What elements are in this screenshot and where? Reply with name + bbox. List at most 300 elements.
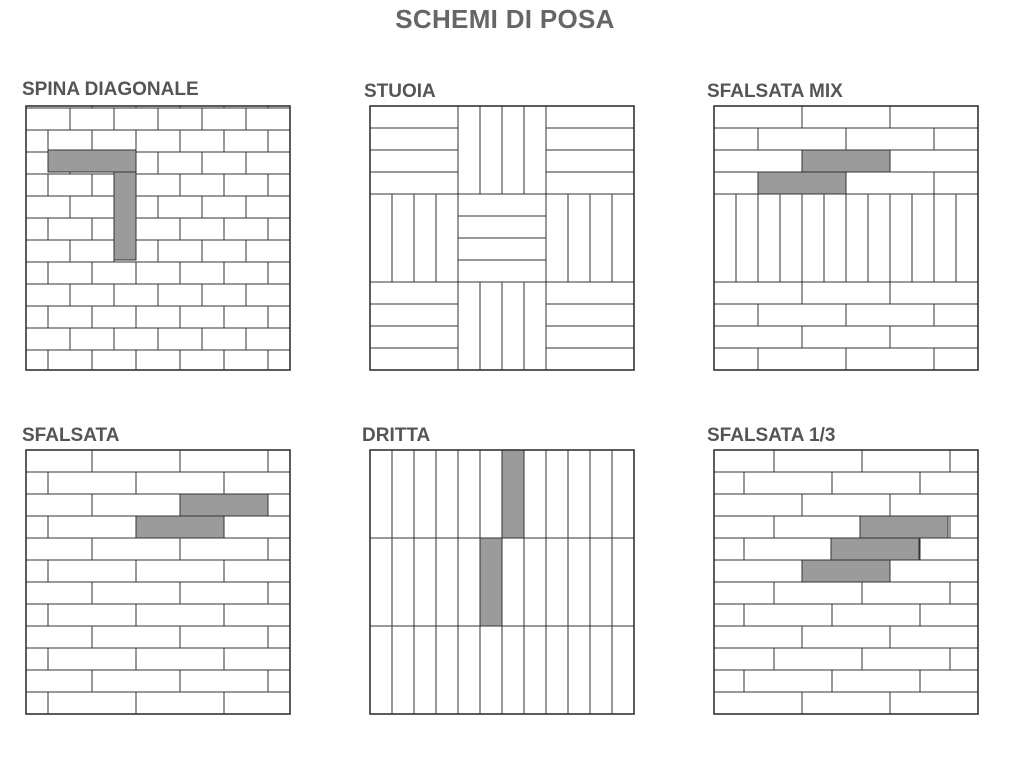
tile [290,328,378,350]
tile [48,692,136,714]
tile [950,450,1010,472]
tile [0,284,26,306]
tile [758,304,846,326]
tile [114,416,202,438]
tile [136,604,224,626]
tile [290,504,312,592]
tile [48,472,136,494]
tile [414,538,436,626]
tile [802,282,890,304]
highlighted-tile [136,516,224,538]
tile [224,472,312,494]
tile [312,438,334,526]
tile [934,172,1010,194]
tile [0,240,4,328]
tile [224,42,312,64]
tile [370,304,458,326]
tile [246,64,334,86]
tile [202,416,290,438]
tile [774,648,862,670]
highlighted-tile [48,150,136,172]
tile [0,152,4,240]
tile [0,394,4,416]
tile [568,450,590,538]
tile [686,516,774,538]
tile [268,394,356,416]
tile [334,328,356,416]
tile [246,416,334,438]
tile [436,538,458,626]
tile [890,692,978,714]
pattern-label-spina-diagonale: SPINA DIAGONALE [22,79,199,100]
tile [524,538,546,626]
tile-group [370,450,634,714]
tile [612,194,634,282]
tile [4,570,26,658]
tile [546,106,634,128]
tile [714,150,802,172]
tile [290,328,312,416]
tile [686,450,774,472]
tile-group [0,450,356,714]
tile [4,174,26,262]
tile [458,282,480,370]
tile [48,42,136,64]
highlighted-tile [758,172,846,194]
tile-group [626,106,1010,370]
tile [436,194,458,282]
tile [136,648,224,670]
tile [268,42,356,64]
tile [334,372,422,394]
tile [268,626,356,648]
tile [4,626,92,648]
tile-group [626,450,1010,714]
tile [92,42,180,64]
tile [656,538,744,560]
tile [48,648,136,670]
pattern-label-stuoia: STUOIA [364,81,436,102]
tile [312,42,334,130]
tile [824,194,846,282]
tile [224,692,312,714]
tile [0,64,4,152]
highlighted-tile [480,538,502,626]
tile [0,416,4,504]
tile [334,504,356,592]
tile [458,216,546,238]
tile [0,516,48,538]
tile [0,648,48,670]
tile [802,106,890,128]
tile [758,128,846,150]
tile [546,304,634,326]
tile [370,626,392,714]
tile [290,196,378,218]
tile [802,194,824,282]
tile [0,42,48,64]
pattern-diagram-spina-diagonale [26,106,290,370]
tile [934,348,1010,370]
tile [656,670,744,692]
tile [774,582,862,604]
tile [524,106,546,194]
tile [590,626,612,714]
tile [626,626,714,648]
tile [290,284,378,306]
tile [224,648,312,670]
tile [458,260,546,282]
tile [502,282,524,370]
tile [92,494,180,516]
pattern-label-sfalsata-mix: SFALSATA MIX [707,81,843,102]
tile [568,538,590,626]
tile [590,194,612,282]
tile [0,262,4,284]
tile [656,472,744,494]
tile [92,582,180,604]
tile [626,560,714,582]
tile [136,394,224,416]
tile [626,150,714,172]
pattern-label-sfalsata: SFALSATA [22,425,120,446]
tile [0,306,4,328]
tile [392,450,414,538]
tile [480,626,502,714]
tile [180,670,268,692]
tile [736,194,758,282]
tile [0,372,26,394]
tile [868,194,890,282]
tile [714,560,802,582]
tile [370,538,392,626]
tile [312,482,334,570]
tile [180,394,268,416]
tile [0,372,4,460]
tile [4,262,26,350]
tile [890,494,978,516]
tile [568,194,590,282]
tile [370,172,458,194]
tile [0,548,4,636]
tile [934,128,1010,150]
tile [92,450,180,472]
pattern-diagram-sfalsata-1-3 [714,450,978,714]
tile [590,538,612,626]
tile [524,282,546,370]
tile [802,494,890,516]
tile [846,128,934,150]
tile [4,526,26,614]
tile [334,460,356,548]
tile [290,152,312,240]
tile [480,106,502,194]
highlighted-tile [180,494,268,516]
tile [0,218,4,240]
tile [370,282,458,304]
tile [92,538,180,560]
tile [920,472,1008,494]
tile [890,326,978,348]
tile [312,174,334,262]
tile [744,670,832,692]
tile [846,194,868,282]
tile [370,128,458,150]
tile [466,372,488,460]
tile [334,152,356,240]
tile [846,172,934,194]
tile [370,348,458,370]
tile [312,306,334,394]
tile [0,284,4,372]
tile [268,494,356,516]
highlighted-tile [114,172,136,260]
tile [290,416,312,504]
tile [4,582,92,604]
tile [950,516,1010,538]
tile [268,670,356,692]
tile [224,394,312,416]
tile [0,482,4,504]
tile [0,438,4,460]
tile [290,372,378,394]
tile [0,394,48,416]
tile [356,394,444,416]
tile [890,560,978,582]
tile [686,648,774,670]
pattern-label-dritta: DRITTA [362,425,431,446]
tile [92,394,180,416]
tile [458,626,480,714]
tile [714,626,802,648]
tile [268,174,356,196]
tile [290,108,378,130]
highlighted-tile [802,560,890,582]
tile [114,372,202,394]
tile [458,238,546,260]
tile [546,150,634,172]
tile [136,692,224,714]
tile [224,560,312,582]
tile [920,670,1008,692]
tile [912,194,934,282]
tile [414,450,436,538]
tile [744,604,832,626]
tile [312,526,334,614]
tile [714,326,802,348]
tile [862,450,950,472]
tile [862,582,950,604]
tile [312,218,334,306]
tile [48,516,136,538]
tile [890,194,912,282]
tile [312,130,334,218]
tile [334,196,356,284]
tile [136,472,224,494]
tile [0,42,4,64]
tile [524,450,546,538]
tile [846,304,934,326]
tile [290,240,312,328]
tile [0,196,26,218]
tile [312,262,334,350]
tile [4,482,26,570]
tile [436,450,458,538]
tile [4,614,26,702]
tile [0,328,4,416]
tile [290,460,378,482]
tile [268,262,356,284]
tile [0,152,26,174]
tile [0,372,70,394]
tile [758,194,780,282]
tile [202,64,290,86]
tile [0,592,4,680]
tile [0,460,4,548]
tile [4,494,92,516]
tile [626,494,714,516]
tile [290,372,312,460]
page-title: SCHEMI DI POSA [395,4,615,34]
tile [136,560,224,582]
tile [846,348,934,370]
tile [458,538,480,626]
tile [0,240,26,262]
tile [0,130,4,152]
tile [546,538,568,626]
tile [180,626,268,648]
tile [378,372,466,394]
tile [224,86,312,108]
tile [0,460,26,482]
tile [290,240,378,262]
tile [158,372,246,394]
tile [334,64,356,152]
pattern-diagram-sfalsata-mix [714,106,978,370]
tile [612,538,634,626]
tile [950,582,1010,604]
tile [290,152,378,174]
tile [0,328,26,350]
tile [0,570,4,592]
tile [4,450,92,472]
tile [714,106,802,128]
tile [612,626,634,714]
tile [0,174,4,196]
tile [480,450,502,538]
tile [92,626,180,648]
tile [546,128,634,150]
tile [4,130,26,218]
tile [0,548,26,570]
tile [70,372,158,394]
tile [802,326,890,348]
tile [956,194,978,282]
tile [546,348,634,370]
tile [862,648,950,670]
tile [290,460,312,548]
tile [714,692,802,714]
tile [312,350,334,438]
tile [48,394,136,416]
tile [268,130,356,152]
tile [458,450,480,538]
tile [0,472,48,494]
tile [48,560,136,582]
tile [334,284,356,372]
tile [0,108,26,130]
tile [0,196,4,284]
tile [268,218,356,240]
tile [480,282,502,370]
tile [890,626,978,648]
tile [4,42,92,64]
tile [114,724,136,758]
pattern-diagram-sfalsata [26,450,290,714]
tile [312,394,400,416]
pattern-label-sfalsata-1-3: SFALSATA 1/3 [707,425,836,446]
tile [224,604,312,626]
tile [202,372,224,460]
tile [546,194,568,282]
tile [568,626,590,714]
tile [934,194,956,282]
tile [920,604,1008,626]
tile [202,372,290,394]
tile [268,538,356,560]
tile [312,394,334,482]
tile [414,194,436,282]
tile [290,196,312,284]
tile [370,106,458,128]
tile [714,494,802,516]
tile [290,548,312,636]
tile [626,692,714,714]
tile [312,42,400,64]
tile [26,372,114,394]
tile [458,194,546,216]
tile [268,450,356,472]
highlighted-tile [502,450,524,538]
tile [246,372,334,394]
tile [502,106,524,194]
tile [802,692,890,714]
tile [436,626,458,714]
highlighted-tile [860,516,948,538]
tile [158,372,180,460]
tile [502,538,524,626]
tile [392,194,414,282]
tile [832,472,920,494]
tile [290,284,312,372]
tile [4,438,26,526]
tile [774,516,862,538]
tile [590,450,612,538]
tile [180,450,268,472]
tile [312,86,334,174]
tile [356,42,444,64]
tile [802,626,890,648]
tile [714,194,736,282]
tile [502,626,524,714]
tile [268,582,356,604]
tile [546,626,568,714]
tile [180,42,268,64]
pattern-diagram-dritta [370,450,634,714]
tile [0,108,4,196]
tile [290,64,312,152]
tile [4,394,92,416]
